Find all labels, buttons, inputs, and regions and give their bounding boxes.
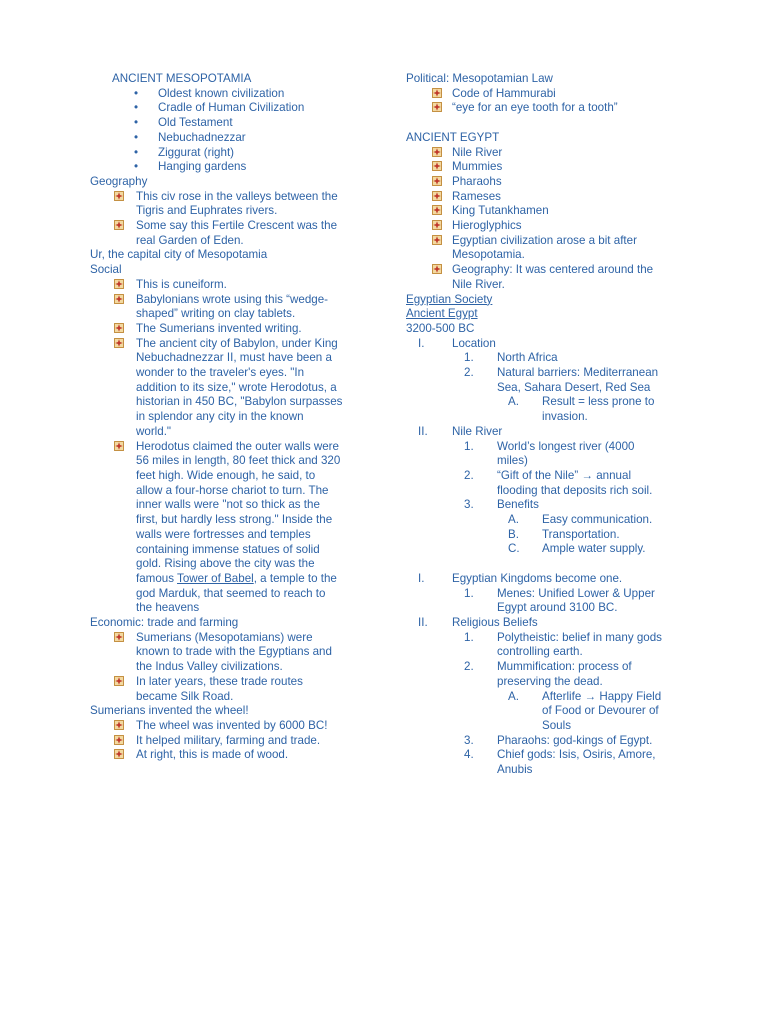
star-bullet-icon <box>114 323 124 333</box>
outline-text: invasion. <box>542 410 588 424</box>
outline-subitem <box>406 498 706 513</box>
bullet-list-item: Egyptian civilization arose a bit after <box>406 234 706 249</box>
outline-text: Transportation. <box>542 527 620 541</box>
bullet-list-item: It helped military, farming and trade. <box>90 734 380 749</box>
outline-subitem <box>406 484 706 499</box>
outline-subsubitem <box>406 719 706 734</box>
outline-marker: II. <box>418 424 428 438</box>
outline-item <box>406 616 706 631</box>
bullet-list-item: • Nebuchadnezzar <box>134 130 246 144</box>
bullet-list-item: known to trade with the Egyptians and <box>136 645 332 659</box>
outline-subitem <box>406 748 706 763</box>
section-heading: Ur, the capital city of Mesopotamia <box>90 248 268 262</box>
star-bullet-icon <box>114 441 124 451</box>
outline-text: Natural barriers: Mediterranean <box>497 366 659 380</box>
outline-text: Chief gods: Isis, Osiris, Amore, <box>497 748 656 762</box>
outline-subitem <box>406 601 706 616</box>
bullet-list-item: gold. Rising above the city was the <box>136 557 315 571</box>
star-bullet-icon <box>432 235 442 245</box>
bullet-list-item: This civ rose in the valleys between the <box>90 190 380 205</box>
outline-text: Anubis <box>497 763 533 777</box>
bullet-list-item: inner walls were "not so thick as the <box>136 498 320 512</box>
bullet-list-item: containing immense statues of solid <box>136 542 320 556</box>
bullet-list-item: addition to its size," wrote Herodotus, a <box>136 380 337 394</box>
star-bullet-icon <box>432 102 442 112</box>
star-bullet-icon <box>114 338 124 348</box>
outline-subitem <box>406 734 706 749</box>
bullet-list-item: • Cradle of Human Civilization <box>134 101 305 115</box>
bullet-dot-icon: • <box>134 101 139 115</box>
bullet-list-item: In later years, these trade routes <box>90 675 380 690</box>
bullet-list-item: Nile River. <box>452 277 505 291</box>
outline-text: “Gift of the Nile” → annual <box>497 468 632 482</box>
outline-subsubitem <box>406 690 706 705</box>
bullet-list-item <box>90 572 380 587</box>
outline-marker: 1. <box>464 351 474 365</box>
bullet-list-item: 56 miles in length, 80 feet thick and 320 <box>136 454 341 468</box>
outline-marker: 2. <box>464 660 474 674</box>
outline-text: Sea, Sahara Desert, Red Sea <box>497 380 651 394</box>
outline-subitem <box>406 645 706 660</box>
outline-text: controlling earth. <box>497 645 583 659</box>
outline-marker: I. <box>418 571 425 585</box>
bullet-list-item: Rameses <box>406 190 706 205</box>
egyptian-society-link[interactable]: Egyptian Society <box>406 292 493 306</box>
outline-subitem <box>406 469 706 484</box>
outline-text: flooding that deposits rich soil. <box>497 483 653 497</box>
star-bullet-icon <box>432 176 442 186</box>
outline-subsubitem <box>406 528 706 543</box>
outline-text: Religious Beliefs <box>452 615 538 629</box>
outline-marker: B. <box>508 527 519 541</box>
outline-text: Egyptian Kingdoms become one. <box>452 571 623 585</box>
star-bullet-icon <box>432 205 442 215</box>
bullet-list-item: god Marduk, that seemed to reach to <box>136 586 326 600</box>
outline-subitem <box>406 763 706 778</box>
bullet-list-item: first, but hardly less strong." Inside the <box>136 513 333 527</box>
outline-marker: A. <box>508 689 519 703</box>
outline-text: Pharaohs: god-kings of Egypt. <box>497 733 653 747</box>
outline-text: Location <box>452 336 496 350</box>
bullet-list-item: world." <box>136 424 172 438</box>
bullet-list-item: At right, this is made of wood. <box>90 748 380 763</box>
star-bullet-icon <box>114 279 124 289</box>
outline-text: Afterlife → Happy Field <box>542 689 662 703</box>
bullet-list-item: Sumerians (Mesopotamians) were <box>90 631 380 646</box>
bullet-list-item: Tigris and Euphrates rivers. <box>136 204 278 218</box>
spacer <box>406 116 706 131</box>
outline-marker: 3. <box>464 733 474 747</box>
outline-subitem <box>406 675 706 690</box>
bullet-list-item: the Indus Valley civilizations. <box>136 660 283 674</box>
bullet-list-item: • Hanging gardens <box>134 160 247 174</box>
section-heading: ANCIENT MESOPOTAMIA <box>112 72 252 85</box>
outline-text: Polytheistic: belief in many gods <box>497 630 662 644</box>
bullet-list-item: Babylonians wrote using this “wedge- <box>90 293 380 308</box>
star-bullet-icon <box>432 161 442 171</box>
star-bullet-icon <box>114 720 124 730</box>
outline-marker: C. <box>508 542 520 556</box>
outline-subitem <box>406 660 706 675</box>
outline-subsubitem <box>406 410 706 425</box>
outline-marker: 1. <box>464 586 474 600</box>
bullet-dot-icon: • <box>134 116 139 130</box>
bullet-list-item: Nebuchadnezzar II, must have been a <box>136 351 332 365</box>
outline-text: of Food or Devourer of <box>542 704 659 718</box>
star-bullet-icon <box>114 749 124 759</box>
outline-marker: I. <box>418 336 425 350</box>
bullet-dot-icon: • <box>134 145 139 159</box>
outline-marker: 4. <box>464 748 474 762</box>
bullet-list-item: King Tutankhamen <box>406 204 706 219</box>
outline-text: Egypt around 3100 BC. <box>497 601 618 615</box>
bullet-list-item: • Oldest known civilization <box>134 86 285 100</box>
section-heading: Social <box>90 263 122 277</box>
bullet-list-item: The ancient city of Babylon, under King <box>90 337 380 352</box>
bullet-list-item: Pharaohs <box>406 175 706 190</box>
bullet-list-item: Nile River <box>406 146 706 161</box>
outline-subitem <box>406 381 706 396</box>
bullet-list-item: • Ziggurat (right) <box>134 145 235 159</box>
outline-marker: 1. <box>464 630 474 644</box>
outline-text: Result = less prone to <box>542 395 655 409</box>
outline-text: Ample water supply. <box>542 542 646 556</box>
outline-subsubitem <box>406 542 706 557</box>
outline-text: Mummification: process of <box>497 660 632 674</box>
outline-item <box>406 425 706 440</box>
star-bullet-icon <box>114 294 124 304</box>
outline-text: miles) <box>497 454 528 468</box>
text-span: , a temple to the <box>253 571 337 585</box>
bullet-list-item: shaped” writing on clay tablets. <box>136 307 296 321</box>
bullet-list-item: walls were fortresses and temples <box>136 527 311 541</box>
section-heading: Geography <box>90 174 148 188</box>
bullet-list-item: feet high. Wide enough, he said, to <box>136 468 316 482</box>
right-column <box>406 72 706 778</box>
outline-marker: 3. <box>464 498 474 512</box>
bullet-list-item: Hieroglyphics <box>406 219 706 234</box>
outline-subitem <box>406 587 706 602</box>
ancient-egypt-link[interactable]: Ancient Egypt <box>406 307 478 321</box>
outline-marker: A. <box>508 513 519 527</box>
outline-text: Benefits <box>497 498 539 512</box>
section-heading: Sumerians invented the wheel! <box>90 704 249 718</box>
bullet-dot-icon: • <box>134 86 139 100</box>
bullet-list-item: Mummies <box>406 160 706 175</box>
outline-marker: A. <box>508 395 519 409</box>
outline-marker: 2. <box>464 366 474 380</box>
outline-text: Easy communication. <box>542 513 653 527</box>
outline-subitem <box>406 631 706 646</box>
outline-subsubitem <box>406 704 706 719</box>
bullet-list-item: Code of Hammurabi <box>406 87 706 102</box>
outline-marker: 2. <box>464 468 474 482</box>
outline-text: Souls <box>542 718 572 732</box>
spacer <box>406 557 706 572</box>
outline-text: preserving the dead. <box>497 674 603 688</box>
bullet-list-item: This is cuneiform. <box>90 278 380 293</box>
outline-marker: II. <box>418 615 428 629</box>
section-heading: ANCIENT EGYPT <box>406 130 500 144</box>
bullet-list-item: allow a four-horse chariot to turn. The <box>136 483 329 497</box>
star-bullet-icon <box>432 191 442 201</box>
bullet-list-item: historian in 450 BC, "Babylon surpasses <box>136 395 343 409</box>
bullet-list-item: “eye for an eye tooth for a tooth” <box>406 101 706 116</box>
outline-subitem <box>406 454 706 469</box>
text-span: famous <box>136 571 178 585</box>
outline-subitem <box>406 351 706 366</box>
star-bullet-icon <box>114 191 124 201</box>
left-column <box>90 72 380 763</box>
outline-marker: 1. <box>464 439 474 453</box>
star-bullet-icon <box>432 147 442 157</box>
bullet-list-item: became Silk Road. <box>136 689 234 703</box>
outline-subitem <box>406 440 706 455</box>
star-bullet-icon <box>114 220 124 230</box>
outline-item <box>406 337 706 352</box>
star-bullet-icon <box>114 632 124 642</box>
bullet-list-item: Mesopotamia. <box>452 248 525 262</box>
bullet-dot-icon: • <box>134 160 139 174</box>
section-heading: Political: Mesopotamian Law <box>406 72 553 85</box>
outline-subitem <box>406 366 706 381</box>
section-heading: Economic: trade and farming <box>90 616 239 630</box>
star-bullet-icon <box>114 735 124 745</box>
star-bullet-icon <box>432 264 442 274</box>
bullet-dot-icon: • <box>134 130 139 144</box>
tower-of-babel-link[interactable]: Tower of Babel <box>177 571 254 585</box>
bullet-list-item: The Sumerians invented writing. <box>90 322 380 337</box>
outline-subsubitem <box>406 513 706 528</box>
star-bullet-icon <box>114 676 124 686</box>
star-bullet-icon <box>432 220 442 230</box>
outline-text: Menes: Unified Lower & Upper <box>497 586 655 600</box>
date-range: 3200-500 BC <box>406 321 475 335</box>
bullet-list-item: Some say this Fertile Crescent was the <box>90 219 380 234</box>
bullet-list-item: real Garden of Eden. <box>136 233 244 247</box>
bullet-list-item: • Old Testament <box>134 116 233 130</box>
bullet-list-item: the heavens <box>136 601 200 615</box>
star-bullet-icon <box>432 88 442 98</box>
bullet-list-item: The wheel was invented by 6000 BC! <box>90 719 380 734</box>
outline-text: North Africa <box>497 351 558 365</box>
outline-text: Nile River <box>452 424 503 438</box>
bullet-list-item: Geography: It was centered around the <box>406 263 706 278</box>
bullet-list-item: in splendor any city in the known <box>136 410 304 424</box>
bullet-list-item: Herodotus claimed the outer walls were <box>90 440 380 455</box>
outline-subsubitem <box>406 395 706 410</box>
outline-item <box>406 572 706 587</box>
outline-text: World’s longest river (4000 <box>497 439 635 453</box>
bullet-list-item: wonder to the traveler's eyes. "In <box>136 366 305 380</box>
